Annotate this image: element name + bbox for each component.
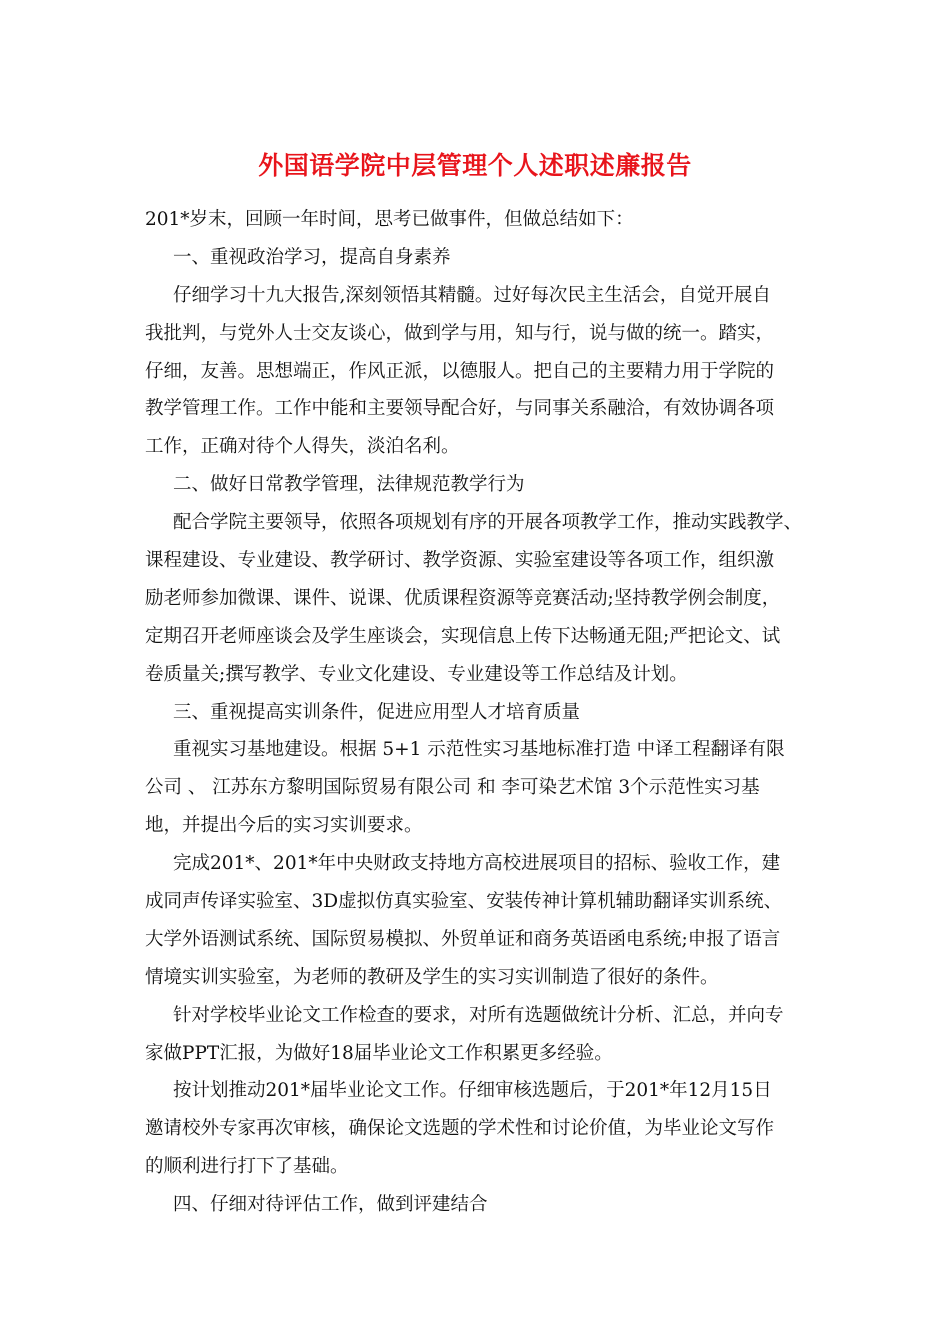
text-line: 励老师参加微课、课件、说课、优质课程资源等竞赛活动;坚持教学例会制度， [145, 587, 781, 609]
text-line: 二、做好日常教学管理，法律规范教学行为 [173, 474, 525, 496]
text-line: 完成201*、201*年中央财政支持地方高校进展项目的招标、验收工作，建 [173, 853, 781, 875]
document-body [145, 201, 825, 1224]
text-line: 教学管理工作。工作中能和主要领导配合好，与同事关系融洽，有效协调各项 [145, 398, 775, 420]
text-line: 仔细，友善。思想端正，作风正派，以德服人。把自己的主要精力用于学院的 [145, 360, 775, 382]
text-line: 201*岁末，回顾一年时间，思考已做事件，但做总结如下： [145, 209, 634, 230]
text-line: 仔细学习十九大报告,深刻领悟其精髓。过好每次民主生活会，自觉开展自 [173, 284, 771, 306]
text-line: 成同声传译实验室、3D虚拟仿真实验室、安装传神计算机辅助翻译实训系统、 [145, 891, 783, 913]
text-line: 重视实习基地建设。根据 5+1 示范性实习基地标准打造 中译工程翻译有限 [173, 739, 785, 761]
text-line: 定期召开老师座谈会及学生座谈会，实现信息上传下达畅通无阻;严把论文、试 [145, 625, 781, 647]
text-line: 工作，正确对待个人得失，淡泊名利。 [145, 436, 460, 458]
text-line: 家做PPT汇报，为做好18届毕业论文工作积累更多经验。 [145, 1042, 613, 1064]
text-line: 按计划推动201*届毕业论文工作。仔细审核选题后，于201*年12月15日 [173, 1080, 772, 1102]
text-line: 课程建设、专业建设、教学研讨、教学资源、实验室建设等各项工作，组织激 [145, 550, 775, 572]
text-line: 地，并提出今后的实习实训要求。 [145, 815, 423, 837]
text-line: 三、重视提高实训条件，促进应用型人才培育质量 [173, 701, 581, 723]
document-title: 外国语学院中层管理个人述职述廉报告 [258, 151, 692, 180]
text-line: 一、重视政治学习，提高自身素养 [173, 246, 451, 268]
text-line: 我批判，与党外人士交友谈心，做到学与用，知与行，说与做的统一。踏实， [145, 322, 775, 344]
text-line: 情境实训实验室，为老师的教研及学生的实习实训制造了很好的条件。 [145, 966, 719, 988]
text-line: 公司 、 江苏东方黎明国际贸易有限公司 和 李可染艺术馆 3个示范性实习基 [145, 777, 760, 799]
text-line: 四、仔细对待评估工作，做到评建结合 [173, 1194, 488, 1216]
text-line: 配合学院主要领导，依照各项规划有序的开展各项教学工作，推动实践教学、 [173, 512, 803, 534]
text-line: 卷质量关;撰写教学、专业文化建设、专业建设等工作总结及计划。 [145, 663, 688, 685]
text-line: 邀请校外专家再次审核，确保论文选题的学术性和讨论价值，为毕业论文写作 [145, 1118, 775, 1140]
text-line: 针对学校毕业论文工作检查的要求，对所有选题做统计分析、汇总，并向专 [173, 1004, 784, 1026]
text-line: 的顺利进行打下了基础。 [145, 1156, 349, 1178]
text-line: 大学外语测试系统、国际贸易模拟、外贸单证和商务英语函电系统;申报了语言 [145, 928, 781, 950]
